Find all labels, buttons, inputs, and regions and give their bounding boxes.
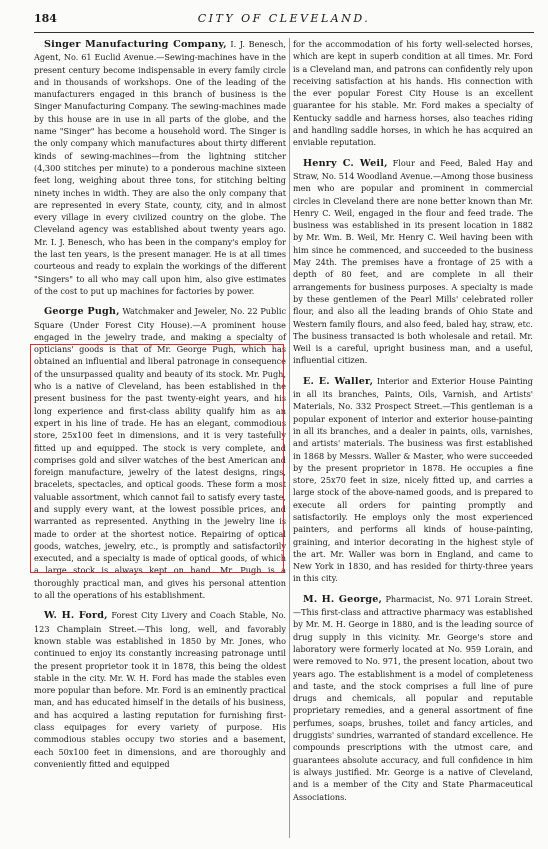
page-title: CITY OF CLEVELAND.: [197, 12, 371, 25]
entry-text: Forest City Livery and Coach Stable, No. 123 Champlain Street.—This long, well, and favorably known stable was established in 1850 by Mr. Jones, who continued to enjoy its constantly increasing patronage until the present proprietor took it in 1878, this being the oldest stable in the city. Mr. W. H. Ford has made the stables even more popular than before. Mr. Ford is an eminently practical man, and has educated himself in the details of his business, and has acquired a lasting reputation for furnishing first-class equipages for every variety of purpose. His commodious stables occupy two stories and a basement, each 50x100 feet in dimensions, and are thoroughly and conveniently fitted and equipped: [34, 610, 286, 769]
entry-name: E. E. Waller,: [303, 375, 374, 387]
page-number: 184: [34, 12, 57, 25]
right-column: [293, 38, 533, 803]
entry-name: Singer Manufacturing Company,: [44, 39, 227, 50]
entry-m-h-george: [293, 593, 533, 803]
entry-name: M. H. George,: [303, 593, 383, 605]
entry-text: Flour and Feed, Baled Hay and Straw, No. 514 Woodland Avenue.—Among those business men who are popular and prominent in commercial circles in Cleveland there are none better known than Mr. Henry C. Weil, engaged in the flour and feed trade. The business was established in its present location in 1882 by Mr. Wm. B. Weil, Mr. Henry C. Weil having been with him since he commenced, and succeeded to the business May 24th. The premises have a frontage of 25 with a depth of 80 feet, and are complete in all their arrangements for business purposes. A specialty is made by these gentlemen of the Pearl Mills' celebrated roller flour, and also all the leading brands of Ohio State and Western family flours, and also feed, baled hay, straw, etc. The business transacted is both wholesale and retail. Mr. Weil is a careful, upright business man, and a useful, influential citizen.: [293, 157, 534, 366]
entry-text: Pharmacist, No. 971 Lorain Street.—This first-class and attractive pharmacy was established by Mr. M. H. George in 1880, and is the leading source of drug supply in this vicinity. Mr. George's store and laboratory were formerly located at No. 959 Lorain, and were removed to No. 971, the present location, about two years ago. The establishment is a model of completeness and taste, and the stock comprises a full line of pure drugs and chemicals, all popular and reputable proprietary remedies, and a general assortment of fine perfumes, soaps, brushes, toilet and fancy articles, and druggists' sundries, warranted of standard excellence. He compounds prescriptions with the utmost care, and guarantees absolute accuracy, and full confidence in him is always justified. Mr. George is a native of Cleveland, and is a member of the City and State Pharmaceutical Associations.: [293, 593, 533, 802]
entry-e-e-waller: [293, 375, 533, 585]
entry-name: George Pugh,: [44, 306, 120, 318]
header-rule: [34, 32, 534, 33]
entry-singer: [34, 38, 286, 297]
entry-text: I. J. Benesch, Agent, No. 61 Euclid Avenue.—Sewing-machines have in the present century become indispensable in every family circle and in thousands of workshops. One of the leading of the manufacturers engaged in this branch of business is the Singer Manufacturing Company. The sewing-machines made by this house are in use in all parts of the globe, and the name "Singer" has become a household word. The Singer is the only company which manufactures about thirty different kinds of sewing-machines—from the lightning stitcher (4,300 stitches per minute) to a ponderous machine sixteen feet long, weighing about three tons, for stitching belting ninety inches in width. They are also the only company that are represented in every State, county, city, and in almost every village in every civilized country on the globe. The Cleveland agency was established about twenty years ago. Mr. I. J. Benesch, who has been in the company's employ for the last ten years, is the present manager. He is at all times courteous and ready to explain the workings of the different "Singers" to all who may call upon him, also give estimates of the cost to put up machines for factories by power.: [34, 39, 286, 296]
entry-w-h-ford: [34, 609, 286, 770]
entry-henry-weil: [293, 157, 533, 367]
highlight-box: [30, 344, 284, 573]
entry-continuation: for the accommodation of his forty well-selected horses, which are kept in superb condition at all times. Mr. Ford is a Cleveland man, and patrons can confidently rely upon receiving satisfaction at his hands. His connection with the ever popular Forest City House is an excellent guarantee for his stable. Mr. Ford makes a specialty of Kentucky saddle and harness horses, also teaches riding and handling saddle horses, in which he has acquired an enviable reputation.: [293, 39, 533, 148]
page-header: [34, 12, 534, 28]
entry-name: Henry C. Weil,: [303, 157, 388, 169]
entry-text: Watchmaker and Jeweler, No. 22 Public Square (Under Forest City House).—A prominent house engaged in the jewelry trade, and making a specialty of opticians' goods is that of Mr. George Pugh, which has obtained an influential and liberal patronage in consequence of the unsurpassed quality and beauty of its stock. Mr. Pugh, who is a native of Cleveland, has been established in the present business for the past twenty-eight years, and his long experience and first-class ability qualify him as an expert in his line of trade. He has an elegant, commodious store, 25x100 feet in dimensions, and it is very tastefully fitted up and equipped. The stock is very complete, and comprises gold and silver watches of the best American and foreign manufacture, jewelry of the latest designs, rings, bracelets, spectacles, and optical goods. These form a most valuable assortment, which cannot fail to satisfy every taste, and supply every want, at the lowest possible prices, and warranted as represented. Anything in the jewelry line is made to order at the shortest notice. Repairing of optical goods, watches, jewelry, etc., is promptly and satisfactorily executed, and a specialty is made of optical goods, of which a large stock is always kept on hand. Mr. Pugh is a thoroughly practical man, and gives his personal attention to all the operations of his establishment.: [34, 306, 286, 601]
column-divider: [289, 38, 290, 838]
entry-name: W. H. Ford,: [44, 610, 108, 622]
entry-text: Interior and Exterior House Painting in all its branches, Paints, Oils, Varnish, and Artists' Materials, No. 332 Prospect Street.—This gentleman is a popular exponent of interior and exterior house-painting in all its branches, and a dealer in paints, oils, varnishes, and artists' materials. The business was first established in 1868 by Messrs. Waller & Master, who were succeeded by the present proprietor in 1878. He occupies a fine store, 25x70 feet in size, nicely fitted up, and carries a large stock of the above-named goods, and is prepared to execute all orders for painting promptly and satisfactorily. He employs only the most experienced painters, and performs all kinds of house-painting, graining, and interior decorating in the highest style of the art. Mr. Waller was born in England, and came to New York in 1830, and has resided for thirty-three years in this city.: [293, 375, 533, 584]
